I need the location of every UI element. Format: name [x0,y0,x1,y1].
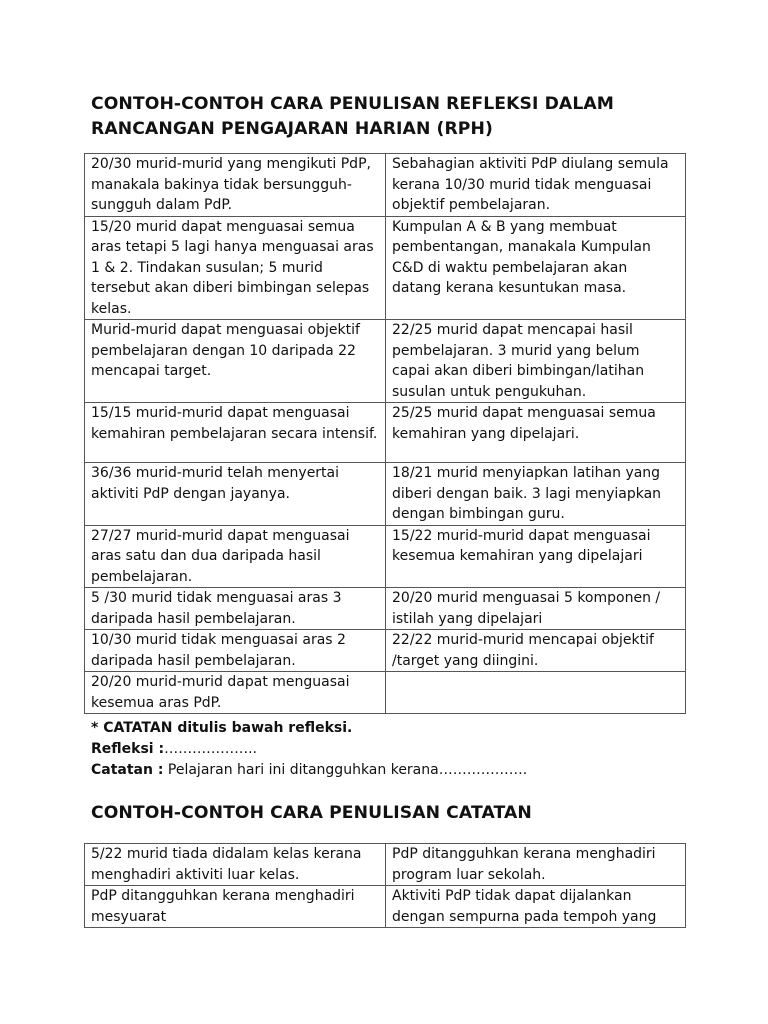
table-cell: 27/27 murid-murid dapat menguasai aras satu dan dua daripada hasil pembelajaran. [85,525,386,588]
catatan-note: * CATATAN ditulis bawah refleksi. [91,720,353,736]
table-row [85,403,686,463]
table-row [85,886,686,928]
table-cell: Sebahagian aktiviti PdP diulang semula kerana 10/30 murid tidak menguasai objektif pembelajaran. [386,154,686,217]
table-row [85,672,686,714]
table-cell: 36/36 murid-murid telah menyertai aktiviti PdP dengan jayanya. [85,463,386,526]
table-row [85,844,686,886]
table-cell: 15/15 murid-murid dapat menguasai kemahiran pembelajaran secara intensif. [85,403,386,463]
catatan-table [84,843,686,928]
table-cell: 20/20 murid-murid dapat menguasai kesemua aras PdP. [85,672,386,714]
catatan-line [91,760,527,781]
table-cell: 20/20 murid menguasai 5 komponen / istilah yang dipelajari [386,588,686,630]
table-row [85,216,686,320]
refleksi-heading-line1: CONTOH-CONTOH CARA PENULISAN REFLEKSI DALAM [91,94,614,114]
refleksi-heading-line2: RANCANGAN PENGAJARAN HARIAN (RPH) [91,119,493,139]
catatan-text: Pelajaran hari ini ditangguhkan kerana………………. [163,762,528,778]
refleksi-line [91,739,527,760]
table-cell: 22/25 murid dapat mencapai hasil pembelajaran. 3 murid yang belum capai akan diberi bimbingan/latihan susulan untuk pengukuhan. [386,320,686,403]
table-cell: Aktiviti PdP tidak dapat dijalankan dengan sempurna pada tempoh yang [386,886,686,928]
table-cell: 18/21 murid menyiapkan latihan yang diberi dengan baik. 3 lagi menyiapkan dengan bimbingan guru. [386,463,686,526]
table-cell: PdP ditangguhkan kerana menghadiri mesyuarat [85,886,386,928]
refleksi-label: Refleksi : [91,741,165,757]
table-cell: 15/22 murid-murid dapat menguasai kesemua kemahiran yang dipelajari [386,525,686,588]
table-cell: 10/30 murid tidak menguasai aras 2 daripada hasil pembelajaran. [85,630,386,672]
table-cell: Kumpulan A & B yang membuat pembentangan, manakala Kumpulan C&D di waktu pembelajaran akan datang kerana kesuntukan masa. [386,216,686,320]
table-cell: 20/30 murid-murid yang mengikuti PdP, manakala bakinya tidak bersungguh-sungguh dalam PdP. [85,154,386,217]
table-cell: 15/20 murid dapat menguasai semua aras tetapi 5 lagi hanya menguasai aras 1 & 2. Tindakan susulan; 5 murid tersebut akan diberi bimbingan selepas kelas. [85,216,386,320]
table-row [85,525,686,588]
table-cell: PdP ditangguhkan kerana menghadiri program luar sekolah. [386,844,686,886]
table-cell: 5/22 murid tiada didalam kelas kerana menghadiri aktiviti luar kelas. [85,844,386,886]
refleksi-dots: ……………….. [164,741,257,757]
table-cell: 22/22 murid-murid mencapai objektif /target yang diingini. [386,630,686,672]
catatan-heading: CONTOH-CONTOH CARA PENULISAN CATATAN [91,803,532,823]
table-row [85,154,686,217]
catatan-label: Catatan : [91,762,164,778]
table-row [85,463,686,526]
table-row [85,320,686,403]
notes-section [91,718,527,781]
table-cell: 5 /30 murid tidak menguasai aras 3 daripada hasil pembelajaran. [85,588,386,630]
table-row [85,630,686,672]
table-cell [386,672,686,714]
table-cell: Murid-murid dapat menguasai objektif pembelajaran dengan 10 daripada 22 mencapai target. [85,320,386,403]
table-cell: 25/25 murid dapat menguasai semua kemahiran yang dipelajari. [386,403,686,463]
refleksi-table [84,153,686,714]
table-row [85,588,686,630]
refleksi-heading [91,92,711,142]
